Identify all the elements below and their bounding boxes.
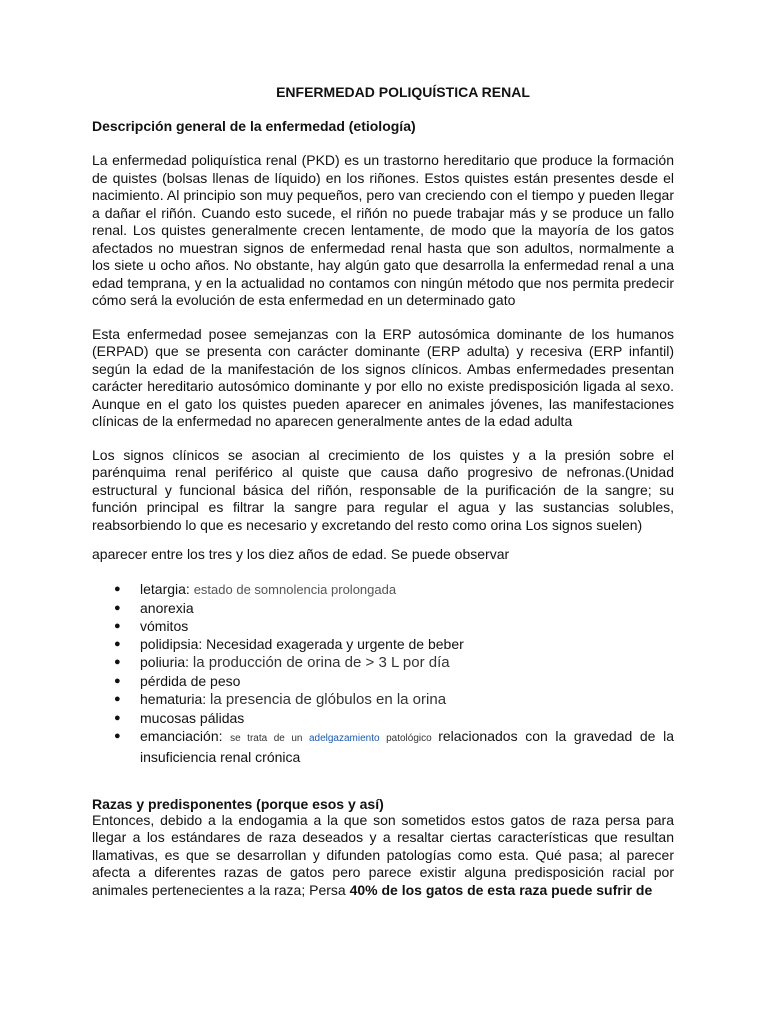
- list-item: ● hematuria: la presencia de glóbulos en la orina: [114, 690, 447, 708]
- paragraph-pkd-intro: La enfermedad poliquística renal (PKD) es un trastorno hereditario que produce la formación de quistes (bolsas llenas de líquido) en los riñones. Estos quistes están presentes desde el nacimiento. Al principio son muy pequeños, pero van creciendo con el tiempo y pueden llegar a dañar el riñón. Cuando esto sucede, el riñón no puede trabajar más y se produce un fallo renal. Los quistes generalmente crecen lentamente, de modo que la mayoría de los gatos afectados no muestran signos de enfermedad renal hasta que son adultos, normalmente a los siete u ocho años. No obstante, hay algún gato que desarrolla la enfermedad renal a una edad temprana, y en la actualidad no contamos con ningún método que nos permita predecir cómo será la evolución de esta enfermedad en un determinado gato: [92, 152, 674, 308]
- list-item: ● letargia: estado de somnolencia prolongada: [114, 580, 397, 597]
- signs-list: [92, 580, 674, 766]
- paragraph-age-onset: aparecer entre los tres y los diez años de edad. Se puede observar: [92, 546, 510, 562]
- bullet-icon: ●: [114, 655, 121, 668]
- section-heading-breeds: Razas y predisponentes (porque esos y así): [92, 795, 384, 812]
- bullet-icon: ●: [114, 619, 121, 632]
- bullet-icon: ●: [114, 711, 121, 724]
- list-item: ● emanciación: se trata de un adelgazamiento patológico relacionados con la gravedad de la insuficiencia renal crónica: [114, 727, 674, 765]
- bullet-icon: ●: [114, 674, 121, 687]
- list-item: ● polidipsia: Necesidad exagerada y urgente de beber: [114, 635, 464, 652]
- bullet-icon: ●: [114, 582, 121, 595]
- paragraph-erp-similarity: Esta enfermedad posee semejanzas con la ERP autosómica dominante de los humanos (ERPAD) que se presenta con carácter dominante (ERP adulta) y recesiva (ERP infantil) según la edad de la manifestación de los signos clínicos. Ambas enfermedades presentan carácter hereditario autosómico dominante y por ello no existe predisposición ligada al sexo. Aunque en el gato los quistes pueden aparecer en animales jóvenes, las manifestaciones clínicas de la enfermedad no aparecen generalmente antes de la edad adulta: [92, 325, 674, 429]
- paragraph-clinical-signs: Los signos clínicos se asocian al crecimiento de los quistes y a la presión sobre el parénquima renal periférico al quiste que causa daño progresivo de nefronas.(Unidad estructural y funcional básica del riñón, responsable de la purificación de la sangre; su función principal es filtrar la sangre para regular el agua y las sustancias solubles, reabsorbiendo lo que es necesario y excretando del resto como orina Los signos suelen): [92, 446, 674, 533]
- list-item: ● mucosas pálidas: [114, 709, 245, 726]
- bullet-icon: ●: [114, 601, 121, 614]
- adelgazamiento-link[interactable]: adelgazamiento: [308, 732, 380, 744]
- list-item: ● vómitos: [114, 617, 189, 634]
- bullet-icon: ●: [114, 637, 121, 650]
- bullet-icon: ●: [114, 729, 121, 742]
- bullet-icon: ●: [114, 692, 121, 705]
- list-item: ● anorexia: [114, 599, 194, 616]
- section-heading-description: Descripción general de la enfermedad (etiología): [92, 118, 416, 134]
- list-item: ● poliuria: la producción de orina de > 3 L por día: [114, 653, 450, 671]
- document-title: ENFERMEDAD POLIQUÍSTICA RENAL: [276, 84, 530, 100]
- document-page: [92, 84, 674, 899]
- list-item: ● pérdida de peso: [114, 672, 241, 689]
- paragraph-breeds: Entonces, debido a la endogamia a la que son sometidos estos gatos de raza persa para llegar a los estándares de raza deseados y a resaltar ciertas características que resultan llamativas, es que se desarrollan y difunden patologías como esta. Qué pasa; al parecer afecta a diferentes razas de gatos pero parece existir alguna predisposición racial por animales pertenecientes a la raza; Persa 40% de los gatos de esta raza puede sufrir de: [92, 811, 674, 898]
